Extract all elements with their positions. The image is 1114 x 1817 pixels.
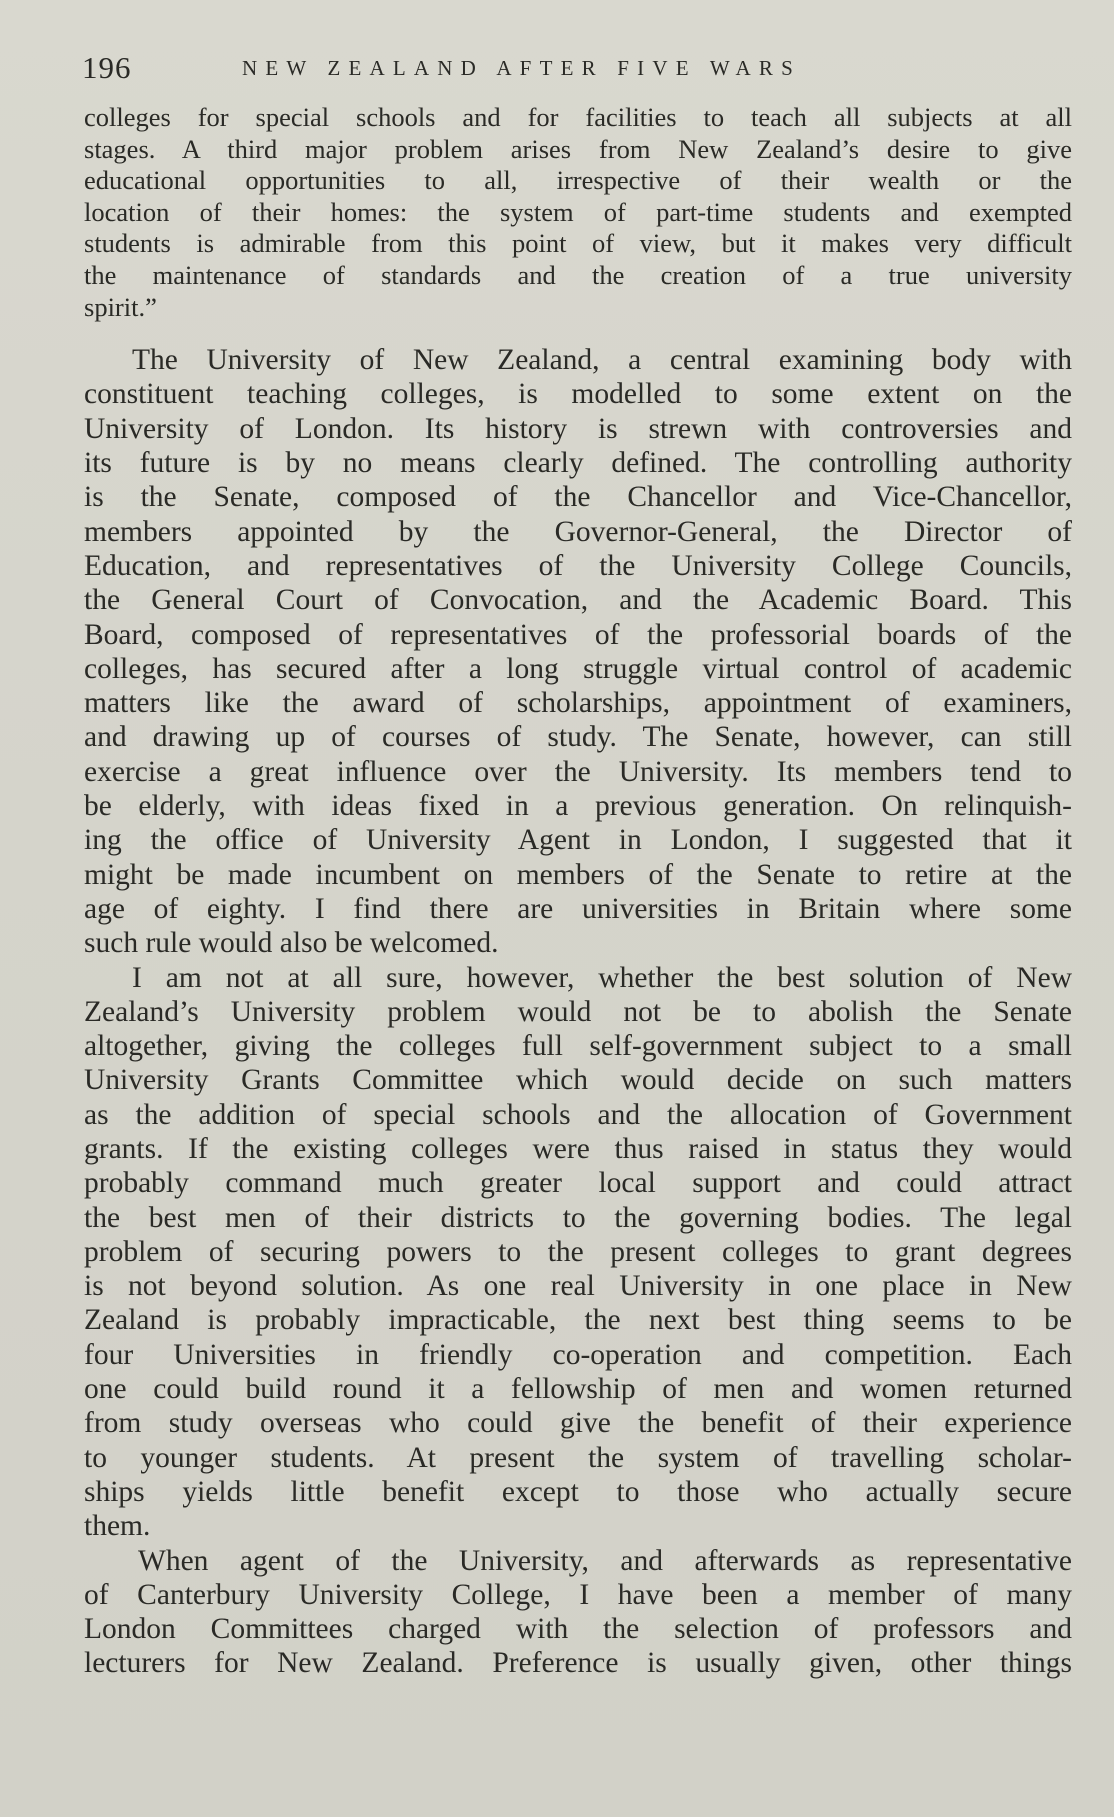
- text-line: the best men of their districts to the governing bodies. The legal: [84, 1201, 1072, 1234]
- text-line: be elderly, with ideas fixed in a previous generation. On relinquish-: [84, 790, 1072, 823]
- text-line: to younger students. At present the system of travelling scholar-: [84, 1441, 1072, 1474]
- paragraph-university-solution: [84, 961, 1072, 1544]
- text-line: four Universities in friendly co-operation and competition. Each: [84, 1338, 1072, 1371]
- text-line: the maintenance of standards and the creation of a true university: [84, 259, 1072, 290]
- paragraph-gap: [84, 323, 1072, 343]
- text-line: problem of securing powers to the present colleges to grant degrees: [84, 1235, 1072, 1268]
- text-line: the General Court of Convocation, and the Academic Board. This: [84, 584, 1072, 617]
- quoted-continuation-paragraph: [84, 102, 1072, 323]
- text-line: exercise a great influence over the University. Its members tend to: [84, 755, 1072, 788]
- text-line: When agent of the University, and afterwards as representative: [138, 1544, 1072, 1577]
- text-line: from study overseas who could give the benefit of their experience: [84, 1407, 1072, 1440]
- text-line: constituent teaching colleges, is modelled to some extent on the: [84, 378, 1072, 411]
- text-line: of Canterbury University College, I have been a member of many: [84, 1578, 1072, 1611]
- text-line: spirit.”: [84, 291, 157, 322]
- text-line: such rule would also be welcomed.: [84, 927, 499, 960]
- text-line: colleges, has secured after a long struggle virtual control of academic: [84, 652, 1072, 685]
- paragraph-selection-committees: [84, 1544, 1072, 1681]
- text-line: location of their homes: the system of part-time students and exempted: [84, 196, 1072, 227]
- page-number: 196: [82, 50, 132, 85]
- body-text: [84, 102, 1072, 1681]
- text-line: one could build round it a fellowship of men and women returned: [84, 1373, 1072, 1406]
- text-line: its future is by no means clearly defined. The controlling authority: [84, 447, 1072, 480]
- text-line: The University of New Zealand, a central examining body with: [132, 344, 1072, 377]
- text-line: matters like the award of scholarships, appointment of examiners,: [84, 687, 1072, 720]
- text-line: ing the office of University Agent in London, I suggested that it: [84, 824, 1072, 857]
- text-line: University Grants Committee which would decide on such matters: [84, 1064, 1072, 1097]
- text-line: members appointed by the Governor-General, the Director of: [84, 515, 1072, 548]
- text-line: Board, composed of representatives of the professorial boards of the: [84, 618, 1072, 651]
- text-line: as the addition of special schools and the allocation of Government: [84, 1098, 1072, 1131]
- text-line: altogether, giving the colleges full self-government subject to a small: [84, 1030, 1072, 1063]
- text-line: is the Senate, composed of the Chancellor and Vice-Chancellor,: [84, 481, 1072, 514]
- text-line: grants. If the existing colleges were thus raised in status they would: [84, 1132, 1072, 1165]
- text-line: Zealand’s University problem would not be to abolish the Senate: [84, 995, 1072, 1028]
- text-line: ships yields little benefit except to those who actually secure: [84, 1475, 1072, 1508]
- text-line: Zealand is probably impracticable, the next best thing seems to be: [84, 1304, 1072, 1337]
- text-line: them.: [84, 1510, 151, 1543]
- paragraph-university-senate: [84, 343, 1072, 960]
- running-head: [82, 50, 912, 94]
- text-line: age of eighty. I find there are universities in Britain where some: [84, 892, 1072, 925]
- running-title: NEW ZEALAND AFTER FIVE WARS: [242, 56, 801, 80]
- text-line: colleges for special schools and for facilities to teach all subjects at all: [84, 102, 1072, 132]
- text-line: probably command much greater local support and could attract: [84, 1167, 1072, 1200]
- text-line: Education, and representatives of the University College Councils,: [84, 549, 1072, 582]
- text-line: stages. A third major problem arises from New Zealand’s desire to give: [84, 133, 1072, 164]
- text-line: University of London. Its history is strewn with controversies and: [84, 412, 1072, 445]
- text-line: London Committees charged with the selection of professors and: [84, 1613, 1072, 1646]
- text-line: and drawing up of courses of study. The Senate, however, can still: [84, 721, 1072, 754]
- text-line: might be made incumbent on members of the Senate to retire at the: [84, 858, 1072, 891]
- text-line: I am not at all sure, however, whether the best solution of New: [132, 961, 1072, 994]
- text-line: is not beyond solution. As one real University in one place in New: [84, 1270, 1072, 1303]
- text-line: lecturers for New Zealand. Preference is usually given, other things: [84, 1647, 1072, 1680]
- text-line: students is admirable from this point of view, but it makes very difficult: [84, 228, 1072, 259]
- text-line: educational opportunities to all, irrespective of their wealth or the: [84, 165, 1072, 196]
